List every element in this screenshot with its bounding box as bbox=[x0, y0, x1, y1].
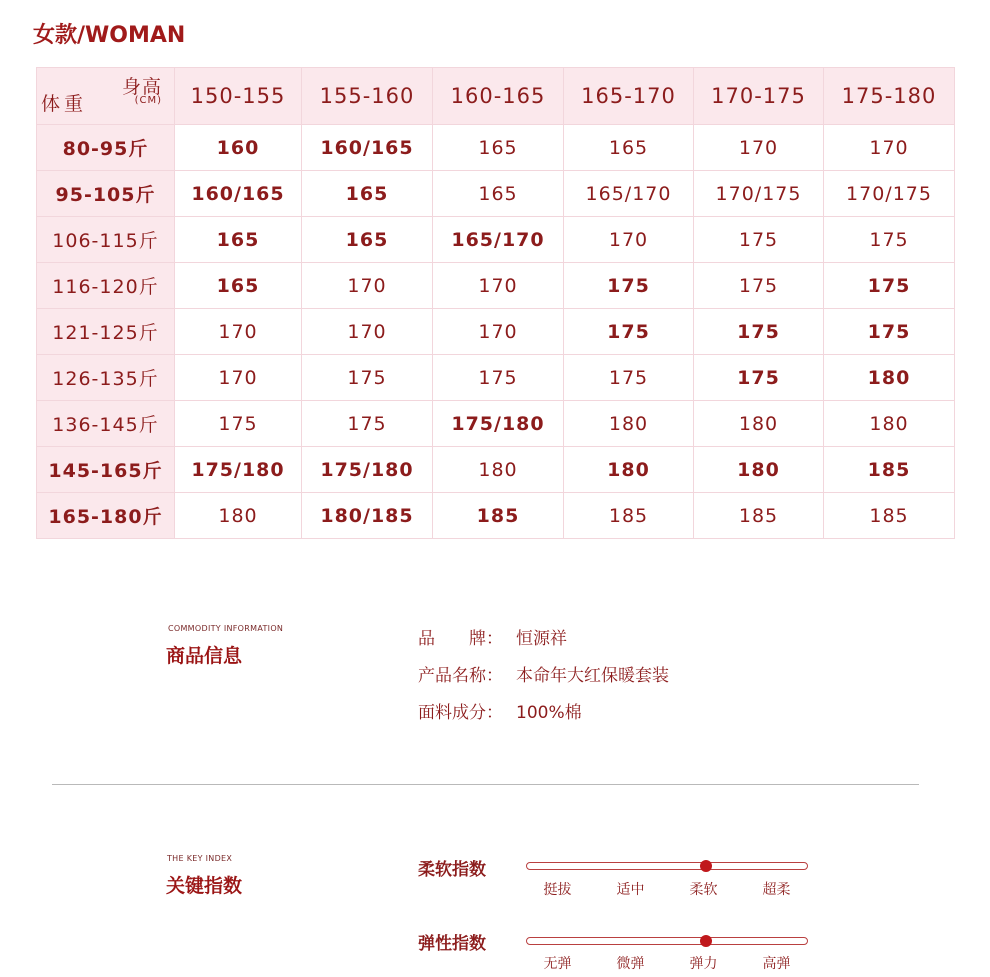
commodity-heading-en: COMMODITY INFORMATION bbox=[168, 624, 284, 633]
table-cell: 160/165 bbox=[302, 125, 433, 171]
table-cell: 175 bbox=[433, 355, 564, 401]
row-header: 136-145斤 bbox=[37, 401, 175, 447]
table-cell: 170 bbox=[175, 309, 302, 355]
table-cell: 165 bbox=[175, 217, 302, 263]
table-cell: 170/175 bbox=[694, 171, 824, 217]
table-cell: 170/175 bbox=[824, 171, 955, 217]
column-header: 170-175 bbox=[694, 68, 824, 125]
table-cell: 175 bbox=[824, 217, 955, 263]
table-cell: 175/180 bbox=[433, 401, 564, 447]
table-cell: 175 bbox=[564, 355, 694, 401]
table-cell: 165/170 bbox=[564, 171, 694, 217]
size-chart-table bbox=[36, 67, 955, 539]
height-label: 身高 bbox=[121, 76, 162, 98]
table-cell: 175 bbox=[302, 355, 433, 401]
table-cell: 175 bbox=[175, 401, 302, 447]
corner-header-cell bbox=[37, 68, 175, 125]
table-cell: 180 bbox=[564, 447, 694, 493]
table-cell: 175 bbox=[824, 263, 955, 309]
info-brand bbox=[418, 624, 567, 649]
table-cell: 165 bbox=[564, 125, 694, 171]
row-header: 126-135斤 bbox=[37, 355, 175, 401]
table-cell: 165 bbox=[302, 171, 433, 217]
table-cell: 170 bbox=[564, 217, 694, 263]
table-cell: 170 bbox=[175, 355, 302, 401]
table-cell: 180 bbox=[564, 401, 694, 447]
table-row bbox=[37, 401, 955, 447]
tick-label: 弹力 bbox=[689, 956, 718, 972]
table-cell: 170 bbox=[302, 309, 433, 355]
table-cell: 180 bbox=[433, 447, 564, 493]
table-cell: 185 bbox=[433, 493, 564, 539]
table-cell: 175 bbox=[694, 263, 824, 309]
table-cell: 165 bbox=[302, 217, 433, 263]
table-row bbox=[37, 355, 955, 401]
row-header: 80-95斤 bbox=[37, 125, 175, 171]
tick-label: 柔软 bbox=[689, 882, 718, 898]
table-row bbox=[37, 309, 955, 355]
table-cell: 185 bbox=[824, 447, 955, 493]
table-row bbox=[37, 493, 955, 539]
weight-label: 体重 bbox=[41, 93, 88, 115]
table-cell: 180 bbox=[694, 401, 824, 447]
section-divider bbox=[52, 784, 919, 785]
table-cell: 175/180 bbox=[302, 447, 433, 493]
tick-label: 高弹 bbox=[762, 956, 791, 972]
table-cell: 160 bbox=[175, 125, 302, 171]
table-cell: 160/165 bbox=[175, 171, 302, 217]
table-cell: 175 bbox=[824, 309, 955, 355]
table-cell: 165 bbox=[433, 125, 564, 171]
tick-label: 无弹 bbox=[543, 956, 572, 972]
table-row bbox=[37, 447, 955, 493]
row-header: 106-115斤 bbox=[37, 217, 175, 263]
softness-label: 柔软指数 bbox=[418, 860, 486, 880]
table-row bbox=[37, 171, 955, 217]
softness-scale bbox=[526, 862, 808, 870]
table-cell: 185 bbox=[824, 493, 955, 539]
table-cell: 165 bbox=[175, 263, 302, 309]
row-header: 165-180斤 bbox=[37, 493, 175, 539]
table-cell: 180/185 bbox=[302, 493, 433, 539]
table-cell: 175 bbox=[302, 401, 433, 447]
column-header: 150-155 bbox=[175, 68, 302, 125]
table-cell: 170 bbox=[824, 125, 955, 171]
row-header: 121-125斤 bbox=[37, 309, 175, 355]
info-value: 100%棉 bbox=[516, 703, 582, 723]
elasticity-ticks bbox=[521, 953, 813, 973]
info-label: 面料成分： bbox=[418, 703, 503, 723]
row-header: 95-105斤 bbox=[37, 171, 175, 217]
key-index-heading-en: THE KEY INDEX bbox=[167, 854, 233, 863]
table-cell: 175 bbox=[694, 217, 824, 263]
table-cell: 175 bbox=[694, 309, 824, 355]
table-cell: 175 bbox=[694, 355, 824, 401]
table-cell: 170 bbox=[433, 263, 564, 309]
column-header: 160-165 bbox=[433, 68, 564, 125]
table-cell: 185 bbox=[694, 493, 824, 539]
tick-label: 挺拔 bbox=[543, 882, 572, 898]
row-header: 145-165斤 bbox=[37, 447, 175, 493]
info-value: 恒源祥 bbox=[516, 629, 567, 649]
tick-label: 微弹 bbox=[616, 956, 645, 972]
table-row bbox=[37, 263, 955, 309]
table-cell: 185 bbox=[564, 493, 694, 539]
table-header-row bbox=[37, 68, 955, 125]
unit-label: (CM) bbox=[134, 95, 162, 106]
table-cell: 170 bbox=[302, 263, 433, 309]
table-cell: 180 bbox=[175, 493, 302, 539]
row-header: 116-120斤 bbox=[37, 263, 175, 309]
info-product-name bbox=[418, 661, 669, 686]
column-header: 155-160 bbox=[302, 68, 433, 125]
table-cell: 165/170 bbox=[433, 217, 564, 263]
tick-label: 超柔 bbox=[762, 882, 791, 898]
table-cell: 180 bbox=[694, 447, 824, 493]
info-label: 品 牌： bbox=[418, 629, 503, 649]
table-cell: 170 bbox=[694, 125, 824, 171]
softness-indicator bbox=[700, 860, 712, 872]
table-cell: 175 bbox=[564, 263, 694, 309]
table-cell: 180 bbox=[824, 401, 955, 447]
info-value: 本命年大红保暖套装 bbox=[516, 666, 669, 686]
table-cell: 180 bbox=[824, 355, 955, 401]
page-title: 女款/WOMAN bbox=[33, 23, 186, 48]
info-label: 产品名称： bbox=[418, 666, 503, 686]
table-row bbox=[37, 217, 955, 263]
commodity-heading: 商品信息 bbox=[166, 645, 243, 667]
table-cell: 170 bbox=[433, 309, 564, 355]
table-cell: 175/180 bbox=[175, 447, 302, 493]
key-index-heading: 关键指数 bbox=[166, 875, 243, 897]
elasticity-label: 弹性指数 bbox=[418, 934, 486, 954]
column-header: 175-180 bbox=[824, 68, 955, 125]
tick-label: 适中 bbox=[616, 882, 645, 898]
elasticity-scale bbox=[526, 937, 808, 945]
column-header: 165-170 bbox=[564, 68, 694, 125]
elasticity-indicator bbox=[700, 935, 712, 947]
table-cell: 165 bbox=[433, 171, 564, 217]
table-cell: 175 bbox=[564, 309, 694, 355]
table-row bbox=[37, 125, 955, 171]
softness-ticks bbox=[521, 879, 813, 899]
info-fabric bbox=[418, 698, 582, 723]
